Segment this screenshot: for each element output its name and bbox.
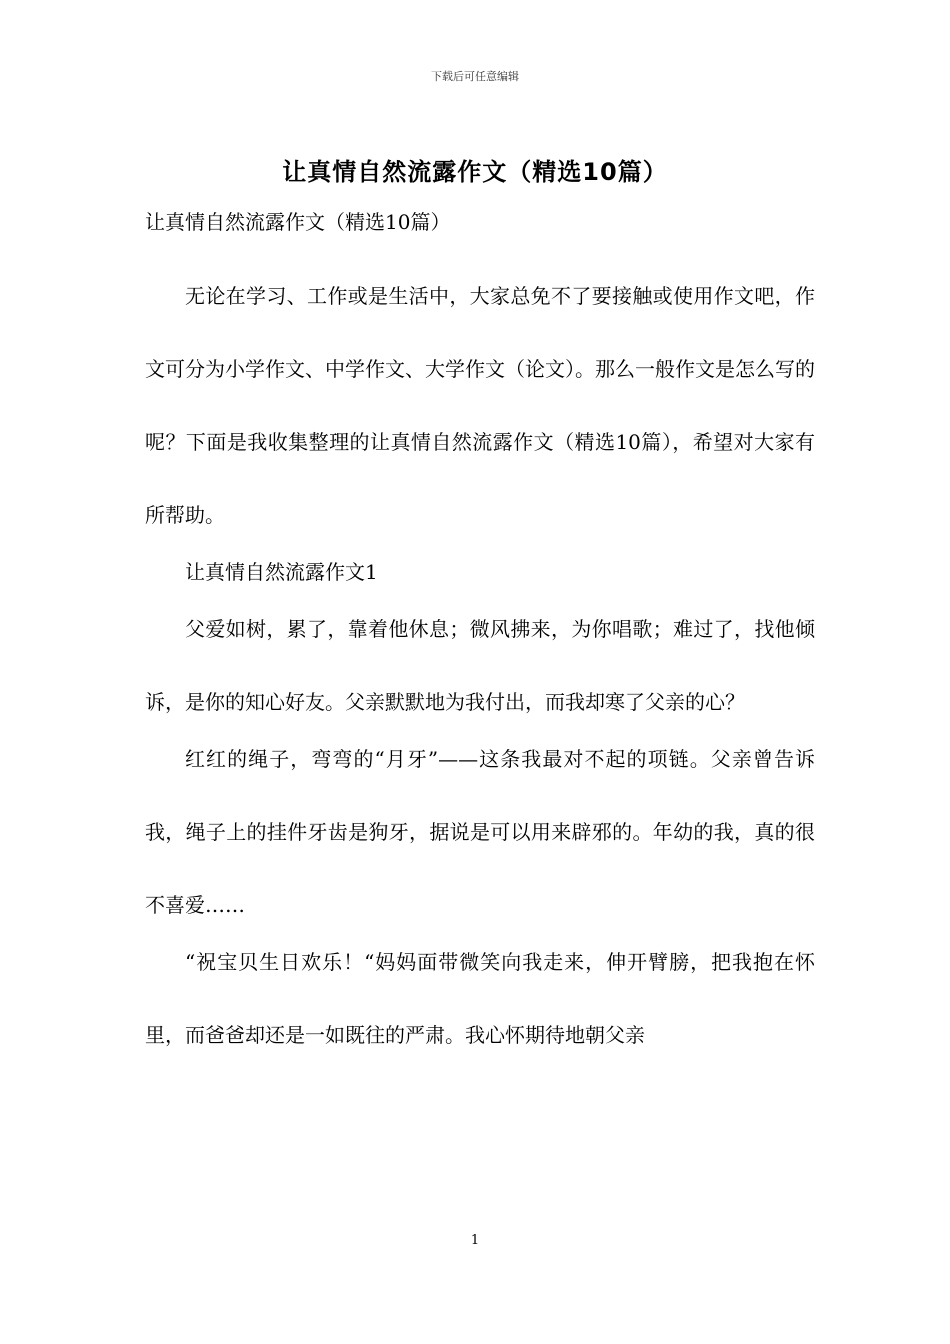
page-number: 1: [470, 1233, 480, 1248]
paragraph-1: 父爱如树，累了，靠着他休息；微风拂来，为你唱歌；难过了，找他倾诉，是你的知心好友。父亲默默地为我付出，而我却寒了父亲的心？: [145, 617, 815, 714]
section-heading-1: 让真情自然流露作文1: [185, 560, 378, 584]
paragraph-intro: 无论在学习、工作或是生活中，大家总免不了要接触或使用作文吧，作文可分为小学作文、中学作文、大学作文（论文）。那么一般作文是怎么写的呢？下面是我收集整理的让真情自然流露作文（精选10篇），希望对大家有所帮助。: [145, 284, 815, 527]
header-note: 下载后可任意编辑: [431, 70, 519, 83]
document-body: [145, 202, 815, 1072]
paragraph-2: 红红的绳子，弯弯的“月牙”——这条我最对不起的项链。父亲曾告诉我，绳子上的挂件牙齿是狗牙，据说是可以用来辟邪的。年幼的我，真的很不喜爱……: [145, 747, 815, 917]
paragraph-3: “祝宝贝生日欢乐！“妈妈面带微笑向我走来，伸开臂膀，把我抱在怀里，而爸爸却还是一如既往的严肃。我心怀期待地朝父亲: [145, 950, 815, 1047]
document-subtitle: 让真情自然流露作文（精选10篇）: [145, 210, 451, 234]
document-title: 让真情自然流露作文（精选10篇）: [282, 158, 668, 186]
